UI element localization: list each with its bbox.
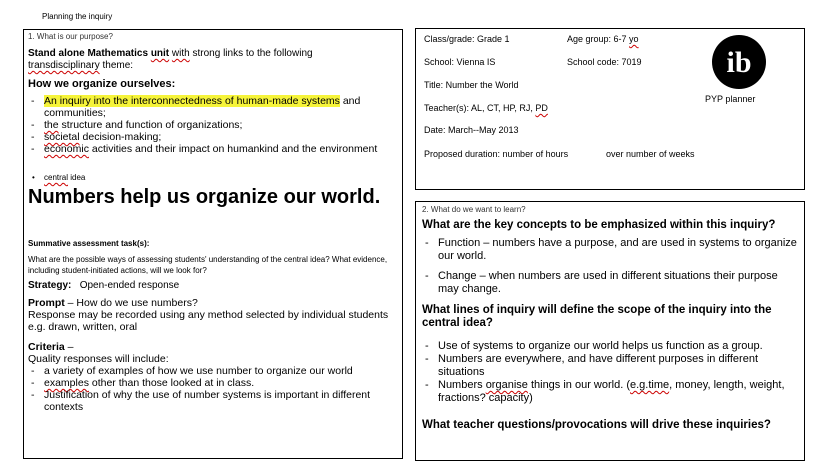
key-concepts-question: What are the key concepts to be emphasized within this inquiry? (422, 219, 776, 231)
theme-item: - societal decision-making; (28, 131, 398, 143)
key-concepts-list (422, 237, 798, 296)
purpose-section (23, 29, 403, 459)
theme-item: - economic activities and their impact on humankind and the environment (28, 143, 398, 155)
line-of-inquiry-item: - Numbers are everywhere, and have different purposes in different situations (422, 353, 798, 379)
theme-list (28, 95, 398, 155)
learn-section (415, 201, 805, 461)
summative-heading: Summative assessment task(s): (28, 239, 150, 248)
section-title: 1. What is our purpose? (28, 32, 113, 41)
summative-question: What are the possible ways of assessing students' understanding of the central idea? What evidence, including student-initiated actions, will we look for? (28, 255, 388, 275)
date: Date: March--May 2013 (424, 125, 519, 135)
school: School: Vienna IS (424, 57, 496, 67)
unit-title: Title: Number the World (424, 80, 519, 90)
criteria-item: - a variety of examples of how we use number to organize our world (28, 365, 398, 377)
unit-info-box (415, 28, 805, 190)
pyp-planner-label: PYP planner (705, 94, 756, 104)
criteria-heading: Criteria – (28, 341, 74, 353)
page-header: Planning the inquiry (42, 12, 113, 21)
lines-of-inquiry-list (422, 340, 798, 405)
duration-weeks: over number of weeks (606, 149, 695, 159)
criteria-list (28, 365, 398, 413)
prompt: Prompt – How do we use numbers? (28, 297, 198, 309)
intro-text: Stand alone Mathematics unit with strong links to the following transdisciplinary theme: (28, 48, 313, 71)
theme-heading: How we organize ourselves: (28, 78, 176, 90)
criteria-item: - examples other than those looked at in class. (28, 377, 398, 389)
section-title: 2. What do we want to learn? (422, 205, 526, 214)
central-idea: Numbers help us organize our world. (28, 186, 381, 208)
class-grade: Class/grade: Grade 1 (424, 34, 510, 44)
prompt-detail: Response may be recorded using any method selected by individual students e.g. drawn, written, oral (28, 309, 389, 333)
key-concept-item: - Function – numbers have a purpose, and are used in systems to organize our world. (422, 237, 798, 263)
ib-logo (711, 34, 767, 90)
central-idea-label: • central idea (32, 173, 86, 182)
school-code: School code: 7019 (567, 57, 642, 67)
strategy: Strategy: Open-ended response (28, 280, 180, 291)
teacher-questions-heading: What teacher questions/provocations will drive these inquiries? (422, 419, 771, 431)
line-of-inquiry-item: - Numbers organise things in our world. (e.g.time, money, length, weight, fractions? capacity) (422, 379, 798, 405)
line-of-inquiry-item: - Use of systems to organize our world helps us function as a group. (422, 340, 798, 353)
teachers: Teacher(s): AL, CT, HP, RJ, PD (424, 103, 548, 113)
age-group: Age group: 6-7 yo (567, 34, 639, 44)
theme-item: - An inquiry into the interconnectedness of human-made systems and communities; (28, 95, 398, 119)
lines-of-inquiry-question: What lines of inquiry will define the scope of the inquiry into the central idea? (422, 304, 772, 329)
criteria-intro: Quality responses will include: (28, 353, 169, 365)
criteria-item: - Justification of why the use of number systems is important in different contexts (28, 389, 398, 413)
key-concept-item: - Change – when numbers are used in different situations their purpose may change. (422, 270, 798, 296)
svg-text:ib: ib (726, 46, 752, 79)
theme-item: - the structure and function of organizations; (28, 119, 398, 131)
proposed-duration: Proposed duration: number of hours (424, 149, 569, 159)
